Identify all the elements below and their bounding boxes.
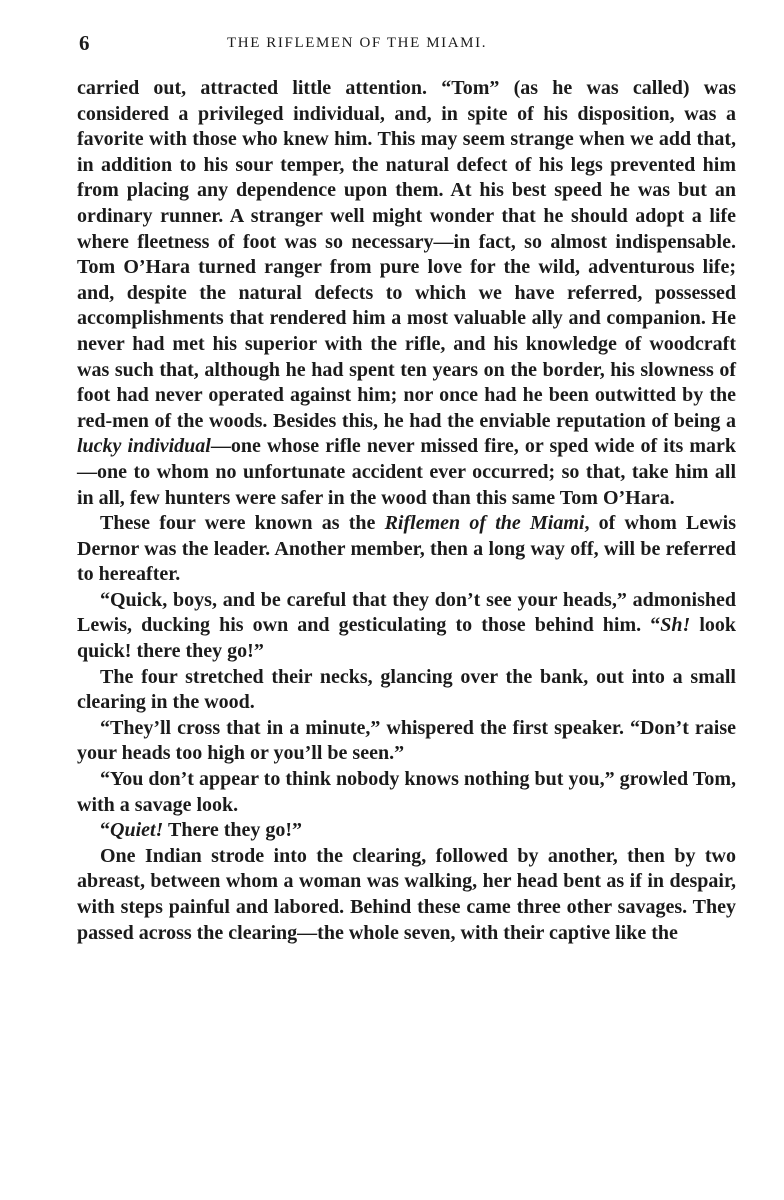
page-number: 6: [79, 31, 90, 55]
bold-italic-text-run: Riflemen of the Miami: [384, 512, 585, 535]
italic-text-run: Quiet!: [110, 819, 164, 842]
running-title: THE RIFLEMEN OF THE MIAMI.: [227, 35, 488, 51]
body-text: [77, 76, 736, 946]
paragraph: [77, 511, 736, 588]
text-run: look quick! there they go!”: [77, 614, 736, 663]
text-run: —one whose rifle never missed fire, or sped wide of its mark—one to whom no unfortunate accident ever occurred; so that, take him all in all, few hunters were safer in the wood than this same Tom O’Hara.: [77, 435, 737, 509]
text-run: There they go!”: [163, 819, 303, 842]
paragraph: [77, 767, 736, 818]
italic-text-run: Sh!: [660, 614, 691, 637]
text-run: The four stretched their necks, glancing over the bank, out into a small clearing in the wood.: [77, 665, 736, 714]
paragraph: [77, 76, 736, 511]
text-run: “: [100, 819, 110, 842]
paragraph: [77, 818, 736, 844]
italic-text-run: lucky individual: [77, 435, 211, 458]
paragraph: [77, 844, 736, 946]
text-run: “They’ll cross that in a minute,” whispered the first speaker. “Don’t raise your heads too high or you’ll be seen.”: [77, 716, 736, 765]
text-run: “You don’t appear to think nobody knows nothing but you,” growled Tom, with a savage look.: [77, 768, 736, 816]
text-run: “Quick, boys, and be careful that they don’t see your heads,” admonished Lewis, ducking his own and gesticulating to those behind him. “: [77, 588, 736, 637]
text-run: These four were known as the: [100, 512, 385, 535]
page-header: [79, 33, 739, 57]
text-run: , of whom Lewis Dernor was the leader. Another member, then a long way off, will be referred to hereafter.: [77, 512, 736, 586]
paragraph: [77, 716, 736, 767]
paragraph: [77, 588, 736, 665]
text-run: One Indian strode into the clearing, followed by another, then by two abreast, between whom a woman was walking, her head bent as if in despair, with steps painful and labored. Behind these came three other savages. They passed across the clearing—the whole seven, with their captive like the: [77, 844, 736, 944]
text-run: carried out, attracted little attention. “Tom” (as he was called) was considered a privileged individual, and, in spite of his disposition, was a favorite with those who knew him. This may seem strange when we add that, in addition to his sour temper, the natural defect of his legs prevented him from placing any dependence upon them. At his best speed he was but an ordinary runner. A stranger well might wonder that he should adopt a life where fleetness of foot was so necessary—in fact, so almost indispensable. Tom O’Hara turned ranger from pure love for the wild, adventurous life; and, despite the natural defects to which we have referred, possessed accomplishments that rendered him a most valuable ally and companion. He never had met his superior with the rifle, and his knowledge of woodcraft was such that, although he had spent ten years on the border, his slowness of foot had never operated against him; nor once had he been outwitted by the red-men of the woods. Besides this, he had the enviable reputation of being a: [77, 77, 736, 432]
paragraph: [77, 665, 736, 716]
